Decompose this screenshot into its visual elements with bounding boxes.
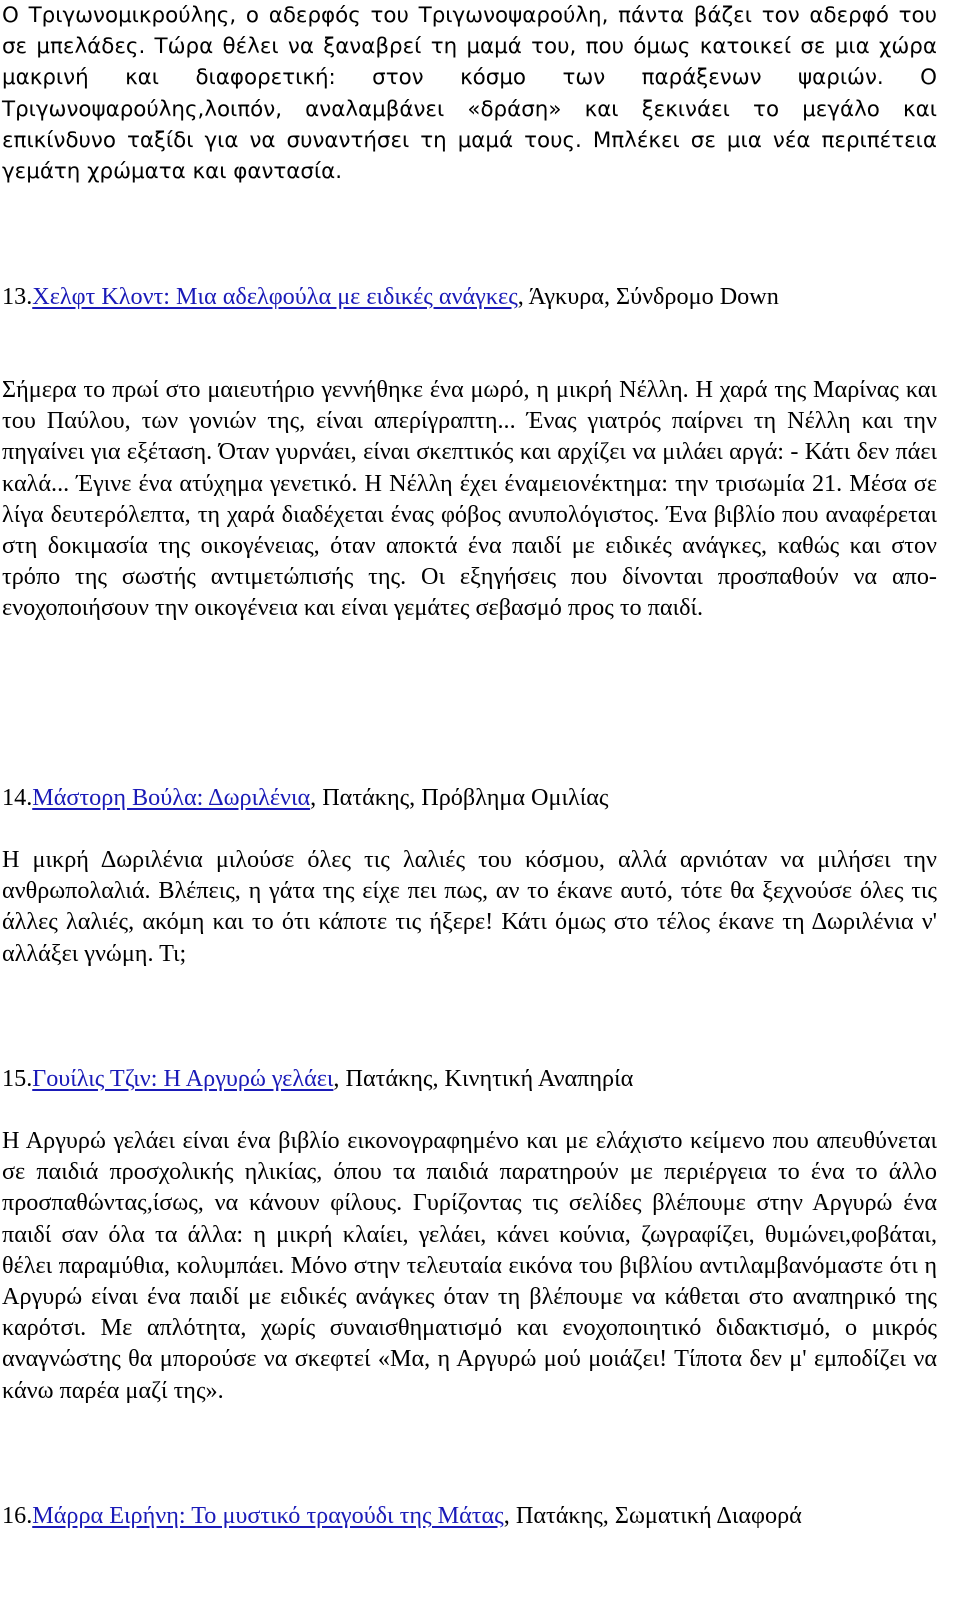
entry-number: 13.	[2, 283, 33, 310]
entry-meta: , Πατάκης, Σωματική Διαφορά	[503, 1502, 802, 1529]
entry-14-description: Η μικρή Δωριλένια μιλούσε όλες τις λαλιές του κόσμου, αλλά αρνιόταν να μιλήσει την ανθρωπολαλιά. Βλέπεις, η γάτα της είχε πει πως, αν το έκανε αυτό, τότε θα ξεχνούσε όλες τις άλλες λαλιές, ακόμη και το ότι κάποτε τις ήξερε! Κάτι όμως στο τέλος έκανε τη Δωριλένια ν' αλλάξει γνώμη. Τι;	[2, 846, 937, 967]
entry-14-heading	[2, 782, 937, 813]
book-title-link[interactable]: Μάστορη Βούλα: Δωριλένια	[32, 784, 311, 811]
entry-meta: , Πατάκης, Πρόβλημα Ομιλίας	[310, 784, 609, 811]
book-title-link[interactable]: Γουίλις Τζιν: Η Αργυρώ γελάει	[32, 1065, 334, 1092]
entry-13-heading	[2, 281, 937, 312]
entry-13-description: Σήμερα το πρωί στο μαιευτήριο γεννήθηκε ένα μωρό, η μικρή Νέλλη. Η χαρά της Μαρίνας και του Παύλου, των γονιών της, είναι απερίγραπτη... Ένας γιατρός παίρνει τη Νέλλη και την πηγαίνει για εξέταση. Όταν γυρνάει, είναι σκεπτικός και αρχίζει να μιλάει αργά: - Κάτι δεν πάει καλά... Έγινε ένα ατύχημα γενετικό. Η Νέλλη έχει έναμειονέκτημα: την τρισωμία 21. Μέσα σε λίγα δευτερόλεπτα, τη χαρά διαδέχεται ένας φόβος ανυπολόγιστος. Ένα βιβλίο που αναφέρεται στη δοκιμασία της οικογένειας, όταν αποκτά ένα παιδί με ειδικές ανάγκες, καθώς και στον τρόπο της σωστής αντιμετώπισής της. Οι εξηγήσεις που δίνονται προσπαθούν να απο-ενοχοποιήσουν την οικογένεια και είναι γεμάτες σεβασμό προς το παιδί.	[2, 376, 937, 622]
entry-15-heading	[2, 1063, 937, 1094]
intro-paragraph: Ο Τριγωνομικρούλης, ο αδερφός του Τριγωνοψαρούλη, πάντα βάζει τον αδερφό του σε μπελάδες. Τώρα θέλει να ξαναβρεί τη μαμά του, που όμως κατοικεί σε μια χώρα μακρινή και διαφορετική: στον κόσμο των παράξενων ψαριών. Ο Τριγωνοψαρούλης,λοιπόν, αναλαμβάνει «δράση» και ξεκινάει το μεγάλο και επικίνδυνο ταξίδι για να συναντήσει τη μαμά τους. Μπλέκει σε μια νέα περιπέτεια γεμάτη χρώματα και φαντασία.	[2, 3, 937, 185]
entry-15-description: Η Αργυρώ γελάει είναι ένα βιβλίο εικονογραφημένο και με ελάχιστο κείμενο που απευθύνεται σε παιδιά προσχολικής ηλικίας, όπου τα παιδιά παρατηρούν με περιέργεια το ένα το άλλο προσπαθώντας,ίσως, να κάνουν φίλους. Γυρίζοντας τις σελίδες βλέπουμε στην Αργυρώ ένα παιδί σαν όλα τα άλλα: η μικρή κλαίει, γελάει, κάνει κούνια, ζωγραφίζει, θυμώνει,φοβάται, θέλει παραμύθια, κολυμπάει. Μόνο στην τελευταία εικόνα του βιβλίου αντιλαμβανόμαστε ότι η Αργυρώ είναι ένα παιδί με ειδικές ανάγκες όταν τη βλέπουμε να κάθεται στο αναπηρικό της καρότσι. Με απλότητα, χωρίς συναισθηματισμό και ενοχοποιητικό διδακτισμό, ο μικρός αναγνώστης θα μπορούσε να σκεφτεί «Μα, η Αργυρώ μού μοιάζει! Τίποτα δεν μ' εμποδίζει να κάνω παρέα μαζί της».	[2, 1127, 937, 1404]
book-title-link[interactable]: Χελφτ Κλοντ: Μια αδελφούλα με ειδικές ανάγκες	[32, 283, 518, 310]
book-title-link[interactable]: Μάρρα Ειρήνη: Το μυστικό τραγούδι της Μάτας	[32, 1502, 504, 1529]
entry-number: 15.	[2, 1065, 33, 1092]
entry-number: 14.	[2, 784, 33, 811]
entry-meta: , Πατάκης, Κινητική Αναπηρία	[333, 1065, 634, 1092]
entry-16-heading	[2, 1500, 937, 1531]
entry-meta: , Άγκυρα, Σύνδρομο Down	[517, 283, 779, 310]
entry-number: 16.	[2, 1502, 33, 1529]
